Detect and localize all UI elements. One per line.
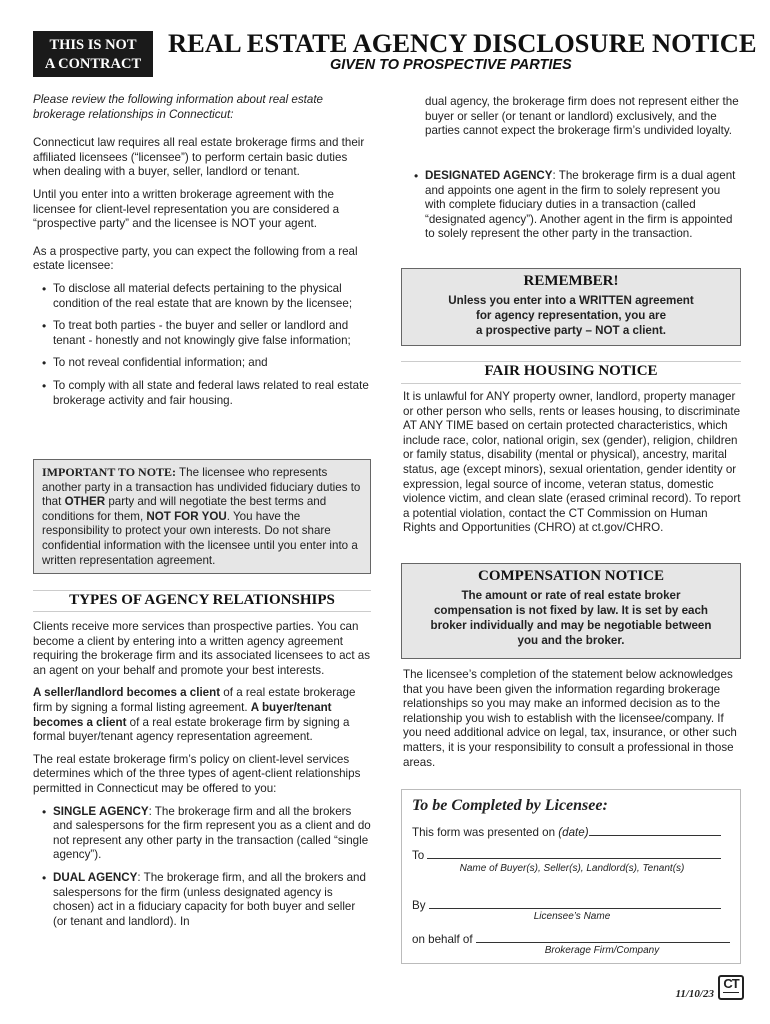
licensee-completion-box <box>401 789 741 964</box>
client-paragraph <box>33 686 371 744</box>
compensation-line-2: compensation is not fixed by law. It is set by each <box>433 603 709 617</box>
seller-client-text: of a real estate brokerage firm by signing a formal listing agreement. <box>33 686 356 714</box>
date-label: (date) <box>558 826 589 839</box>
list-item: • To disclose all material defects pertaining to the physical condition of the real estate that are known by the licensee; <box>33 282 371 311</box>
intro-line-2: brokerage relationships in Connecticut: <box>33 107 234 121</box>
seller-client-bold: A seller/landlord becomes a client <box>33 686 221 700</box>
licensee-duties-list <box>33 282 371 408</box>
to-label: To <box>412 849 425 862</box>
licensee-caption: Licensee’s Name <box>533 911 611 922</box>
compensation-title: COMPENSATION NOTICE <box>478 568 664 584</box>
compensation-line-1: The amount or rate of real estate broker <box>461 588 681 602</box>
ct-logo-text: CT <box>723 976 739 991</box>
badge-line-2: A CONTRACT <box>44 56 142 72</box>
parties-caption: Name of Buyer(s), Seller(s), Landlord(s), Tenant(s) <box>459 863 685 874</box>
designated-agency-list <box>405 169 743 242</box>
presented-row <box>412 825 721 841</box>
duties-paragraph: Connecticut law requires all real estate brokerage firms and their affiliated licensees (“licensee”) to perform certain basic duties when dealing with a buyer, seller, landlord or tenant. <box>33 136 365 179</box>
important-note-text: . You have the responsibility to protect your own interests. Do not share confidential information with the licensee until you enter into a written representation agreement. <box>42 509 358 567</box>
remember-line-3: a prospective party – NOT a client. <box>475 323 667 337</box>
divider <box>401 361 741 362</box>
ct-logo-icon <box>718 975 744 1000</box>
fair-housing-text: It is unlawful for ANY property owner, landlord, property manager or other person who sells, rents or leases housing, to discriminate AT ANY TIME based on certain protected characteristics, which include race, color, national origin, sex (gender), religion, children or family status, disability (mental or physical), ancestry, marital status, age (except minors), sexual orientation, gender identity or expression, legal source of income, veteran status, domestic violence victim, and clean slate (erased criminal record). To report a potential violation, contact the CT Commission on Human Rights and Opportunities (CHRO) at ct.gov/CHRO. <box>403 390 741 535</box>
types-heading: TYPES OF AGENCY RELATIONSHIPS <box>69 592 335 608</box>
list-item <box>33 805 371 863</box>
parties-name-field[interactable] <box>427 848 721 859</box>
important-note-other: OTHER <box>64 495 106 509</box>
designated-agency-label: DESIGNATED AGENCY <box>425 169 553 182</box>
single-agency-text: : The brokerage firm and all the brokers and salespersons for the firm represent you as a client and do not represent any other party in the transaction (called “single agency”). <box>53 804 371 862</box>
important-note-box <box>33 459 371 574</box>
divider <box>401 383 741 384</box>
important-note-text: The licensee who represents another party in a transaction has undivided fiduciary duties to that <box>42 466 361 509</box>
badge-line-1: THIS IS NOT <box>49 37 137 53</box>
not-a-contract-badge <box>33 31 153 77</box>
licensee-name-field[interactable] <box>429 898 721 909</box>
agency-types-list <box>33 805 371 930</box>
compensation-line-3: broker individually and may be negotiable between <box>430 618 712 632</box>
remember-box <box>401 268 741 346</box>
agency-types-section <box>33 620 371 929</box>
behalf-label: on behalf of <box>412 933 473 946</box>
compensation-box <box>401 563 741 659</box>
brokerage-caption: Brokerage Firm/Company <box>544 945 660 956</box>
remember-line-2: for agency representation, you are <box>475 308 667 322</box>
dual-agency-label: DUAL AGENCY <box>53 870 138 884</box>
important-note-text: party and will negotiate the best terms and conditions for them, <box>42 495 327 523</box>
brokerage-field[interactable] <box>476 932 730 943</box>
date-field[interactable] <box>589 825 721 836</box>
compensation-line-4: you and the broker. <box>517 633 625 647</box>
completion-title: To be Completed by Licensee: <box>412 797 608 814</box>
prospective-party-paragraph: Until you enter into a written brokerage agreement with the licensee for client-level representation you are considered a “prospective party” and the licensee is NOT your agent. <box>33 187 340 231</box>
expectations-paragraph: As a prospective party, you can expect the following from a real estate licensee: <box>33 244 358 273</box>
list-item: • To comply with all state and federal laws related to real estate brokerage activity and fair housing. <box>33 379 371 408</box>
list-item: • To treat both parties - the buyer and seller or landlord and tenant - honestly and not knowingly give false information; <box>33 319 371 348</box>
dual-agency-continued: dual agency, the brokerage firm does not represent either the buyer or seller (or tenant or landlord) exclusively, and the parties cannot expect the brokerage firm’s undivided loyalty. <box>425 95 739 138</box>
fair-housing-heading: FAIR HOUSING NOTICE <box>484 363 658 379</box>
by-label: By <box>412 899 426 912</box>
divider <box>33 611 371 612</box>
dual-agency-text: : The brokerage firm, and all the brokers and salespersons for the firm (unless designated agency is chosen) act in a fiduciary capacity for both buyer and seller (or tenant and landlord). In <box>53 870 366 928</box>
presented-label: This form was presented on <box>412 826 559 839</box>
acknowledgement-text: The licensee’s completion of the statement below acknowledges that you have been given the information regarding brokerage relationships so you may make an informed decision as to the relationship you wish to establish with the licensee/company. If you need additional advice on legal, tax, insurance, or other such matters, it is your responsibility to consult a professional in those areas. <box>403 668 737 769</box>
left-column <box>33 93 371 408</box>
list-item <box>405 169 743 242</box>
types-paragraph: Clients receive more services than prospective parties. You can become a client by entering into a written agency agreement requiring the brokerage firm and its associated licensees to act as an agent on your behalf and promote your best interests. <box>33 620 371 677</box>
remember-title: REMEMBER! <box>523 273 619 289</box>
policy-paragraph: The real estate brokerage firm’s policy on client-level services determines which of the three types of agent-client relationships permitted in Connecticut may be offered to you: <box>33 752 361 795</box>
remember-line-1: Unless you enter into a WRITTEN agreement <box>448 293 694 307</box>
list-item <box>33 871 371 929</box>
designated-agency-text: : The brokerage firm is a dual agent and appoints one agent in the firm to solely represent you with complete fiduciary duties in a transaction (called “designated agency”). Another agent in the firm is appointed to solely represent the other party in the transaction. <box>425 169 736 241</box>
divider <box>33 590 371 591</box>
revision-date: 11/10/23 <box>675 988 714 1000</box>
buyer-client-bold: A buyer/tenant becomes a client <box>33 700 332 729</box>
page-subtitle: GIVEN TO PROSPECTIVE PARTIES <box>330 57 572 73</box>
single-agency-label: SINGLE AGENCY <box>53 804 149 818</box>
important-note-label: IMPORTANT TO NOTE: <box>42 465 177 479</box>
list-item: • To not reveal confidential information; and <box>33 356 371 371</box>
buyer-client-text: of a real estate brokerage firm by signing a formal buyer/tenant agency representation agreement. <box>33 715 350 744</box>
page-title: REAL ESTATE AGENCY DISCLOSURE NOTICE <box>168 28 757 58</box>
important-note-not-for-you: NOT FOR YOU <box>146 509 227 523</box>
intro-line-1: Please review the following information about real estate <box>33 93 324 106</box>
